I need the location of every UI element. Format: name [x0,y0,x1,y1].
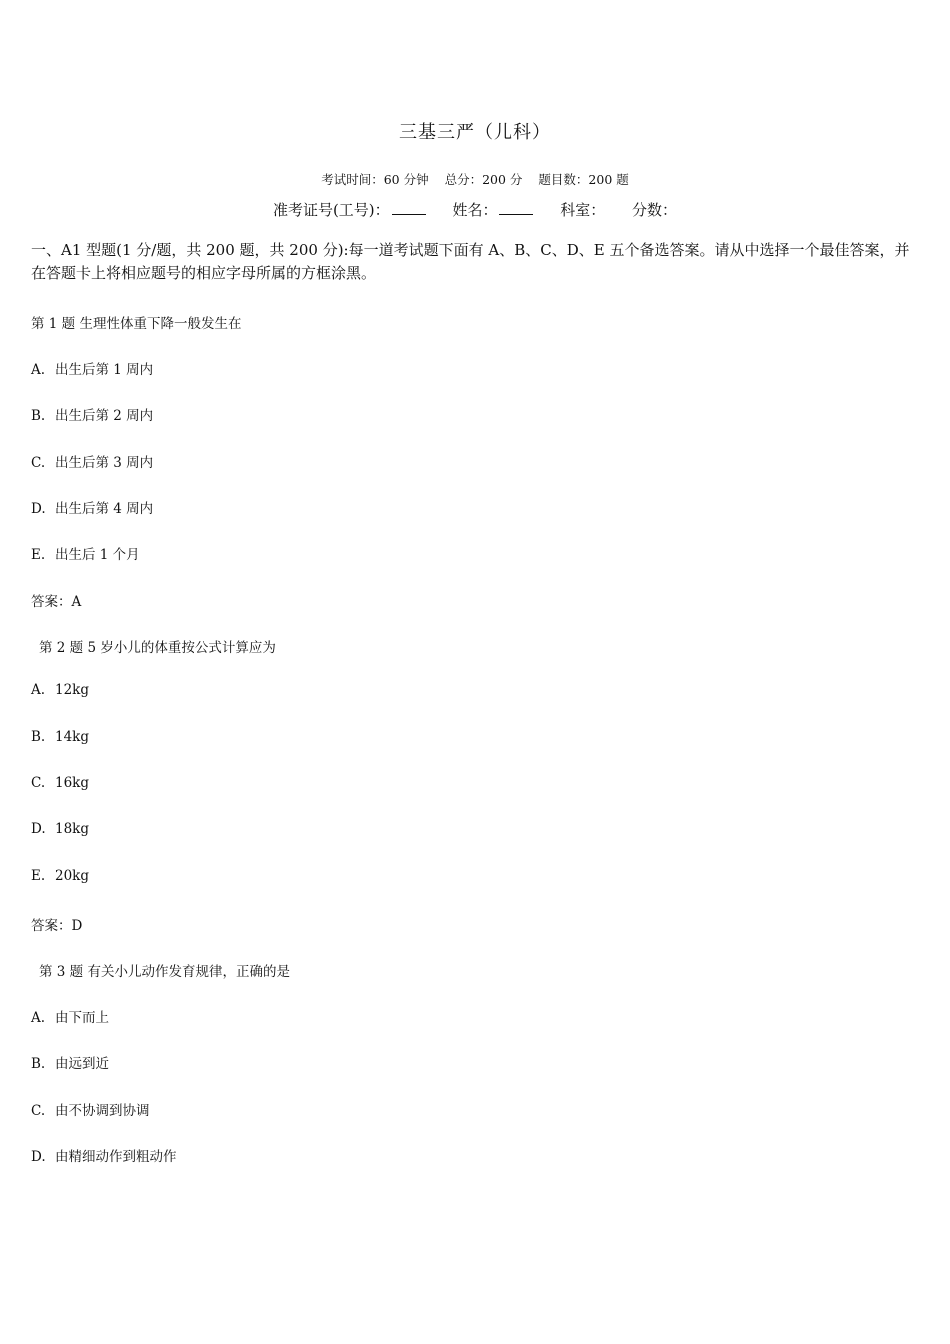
option-letter: B. [31,408,46,424]
option-item [31,1052,109,1072]
section-intro: 一、A1 型题(1 分/题，共 200 题，共 200 分):每一道考试题下面有 A、B、C、D、E 五个备选答案。请从中选择一个最佳答案，并在答题卡上将相应题号的相应字母所属的方框涂黑。 [31,241,910,282]
option-item [31,775,89,791]
option-letter: D. [31,821,46,837]
candidate-id-blank [392,200,426,215]
option-item [31,497,153,517]
candidate-dept-label: 科室： [560,201,606,219]
option-text: 出生后第 2 周内 [55,408,154,424]
option-item [31,1145,177,1165]
candidate-info [0,199,950,220]
option-text: 14kg [55,729,90,745]
option-letter: E. [31,547,46,563]
option-letter: B. [31,1056,46,1072]
option-item [31,1006,109,1026]
option-text: 由远到近 [55,1056,109,1072]
option-item [31,1099,150,1119]
option-letter: C. [31,775,46,791]
option-letter: A. [31,1010,46,1026]
option-letter: C. [31,455,46,471]
option-item [31,543,140,563]
option-text: 20kg [55,868,90,884]
option-letter: D. [31,1149,46,1165]
option-text: 16kg [55,775,90,791]
option-letter: B. [31,729,46,745]
exam-time: 考试时间：60 分钟 [321,172,429,187]
exam-total-score: 总分：200 分 [444,172,523,187]
option-letter: D. [31,501,46,517]
option-text: 12kg [55,682,90,698]
option-text: 18kg [55,821,90,837]
option-text: 由不协调到协调 [55,1103,150,1119]
option-text: 由下而上 [55,1010,109,1026]
option-text: 出生后第 1 周内 [55,362,154,378]
option-item [31,729,89,745]
question-stem: 第 1 题 生理性体重下降一般发生在 [31,316,242,332]
option-item [31,821,89,837]
answer-line: 答案：A [31,594,82,610]
option-text: 出生后 1 个月 [55,547,140,563]
option-letter: C. [31,1103,46,1119]
option-text: 由精细动作到粗动作 [55,1149,177,1165]
option-item [31,358,153,378]
answer-line: 答案：D [31,918,83,934]
option-item [31,682,89,698]
candidate-name-field [452,201,538,219]
question-stem: 第 2 题 5 岁小儿的体重按公式计算应为 [39,640,276,656]
option-letter: E. [31,868,46,884]
option-letter: A. [31,682,46,698]
page-title: 三基三严（儿科） [399,122,551,143]
option-item [31,868,89,884]
exam-question-count: 题目数：200 题 [538,172,629,187]
candidate-score-label: 分数： [632,201,678,219]
option-item [31,451,153,471]
candidate-name-label: 姓名： [452,201,498,219]
candidate-name-blank [499,200,533,215]
question-stem: 第 3 题 有关小儿动作发育规律，正确的是 [39,964,290,980]
option-text: 出生后第 4 周内 [55,501,154,517]
option-letter: A. [31,362,46,378]
option-item [31,404,153,424]
candidate-dept-field [560,201,610,219]
candidate-id-field [273,201,431,219]
exam-meta [0,170,950,188]
candidate-score-field [632,201,677,219]
candidate-id-label: 准考证号(工号)： [272,201,390,219]
option-text: 出生后第 3 周内 [55,455,154,471]
